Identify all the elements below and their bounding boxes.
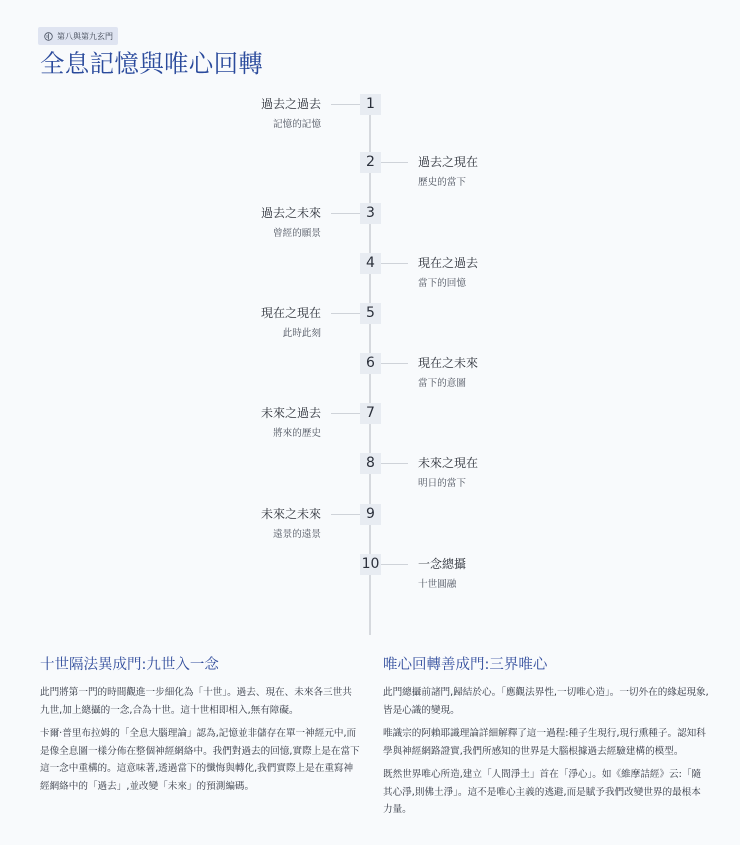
node-subtitle: 曾經的願景 xyxy=(273,228,321,239)
connector-line xyxy=(331,313,360,314)
timeline-node-10 xyxy=(0,554,740,604)
section-paragraph: 此門總攝前諸門,歸結於心。「應觀法界性,一切唯心造」。一切外在的緣起現象,皆是心識的變現。 xyxy=(383,687,709,716)
section-paragraph: 既然世界唯心所造,建立「人間淨土」首在「淨心」。如《維摩詰經》云:「隨其心淨,則佛土淨」。這不是唯心主義的逃避,而是賦予我們改變世界的最根本力量。 xyxy=(383,769,702,815)
section-ten-times xyxy=(40,655,360,801)
node-subtitle: 此時此刻 xyxy=(282,328,321,339)
node-title: 一念總攝 xyxy=(418,557,467,571)
section-paragraph: 卡爾·普里布拉姆的「全息大腦理論」認為,記憶並非儲存在單一神經元中,而是像全息圖一樣分佈在整個神經網絡中。我們對過去的回憶,實際上是在當下這一念中重構的。這意味著,透過當下的懺悔與轉化,我們實際上是在重寫神經網絡中的「過去」,並改變「未來」的預測編碼。 xyxy=(40,728,360,792)
node-number: 1 xyxy=(360,94,381,115)
node-title: 過去之未來 xyxy=(260,206,321,220)
node-subtitle: 記憶的記憶 xyxy=(273,119,321,130)
connector-line xyxy=(381,363,408,364)
timeline-node-6 xyxy=(0,353,740,403)
section-heading: 唯心回轉善成門:三界唯心 xyxy=(383,657,548,673)
section-heading: 十世隔法異成門:九世入一念 xyxy=(40,657,219,673)
node-number: 5 xyxy=(360,303,381,324)
connector-line xyxy=(331,413,360,414)
timeline-node-7 xyxy=(0,403,740,453)
badge-label: 第八與第九玄門 xyxy=(57,31,113,41)
node-subtitle: 當下的回憶 xyxy=(418,278,466,289)
node-subtitle: 遠景的遠景 xyxy=(273,529,321,540)
page-title: 全息記憶與唯心回轉 xyxy=(40,49,264,78)
node-title: 現在之現在 xyxy=(260,306,321,320)
node-number: 6 xyxy=(360,353,381,374)
node-subtitle: 當下的意圖 xyxy=(418,378,466,389)
timeline-node-9 xyxy=(0,504,740,554)
node-number: 4 xyxy=(360,253,381,274)
timeline-node-3 xyxy=(0,203,740,253)
node-subtitle: 明日的當下 xyxy=(418,478,466,489)
node-subtitle: 十世圓融 xyxy=(418,579,457,590)
connector-line xyxy=(381,564,408,565)
connector-line xyxy=(331,213,360,214)
connector-line xyxy=(381,162,408,163)
node-number: 9 xyxy=(360,504,381,525)
section-paragraph: 唯識宗的阿賴耶識理論詳細解釋了這一過程:種子生現行,現行熏種子。認知科學與神經網路證實,我們所感知的世界是大腦根據過去經驗建構的模型。 xyxy=(383,728,706,757)
timeline-node-5 xyxy=(0,303,740,353)
timeline-node-4 xyxy=(0,253,740,303)
node-subtitle: 歷史的當下 xyxy=(418,177,466,188)
section-paragraph: 此門將第一門的時間觀進一步細化為「十世」。過去、現在、未來各三世共九世,加上總攝的一念,合為十世。這十世相即相入,無有障礙。 xyxy=(40,687,352,716)
node-title: 現在之過去 xyxy=(418,256,479,270)
timeline-node-1 xyxy=(0,94,740,144)
connector-line xyxy=(331,514,360,515)
node-number: 8 xyxy=(360,453,381,474)
connector-line xyxy=(331,104,360,105)
node-title: 過去之現在 xyxy=(418,155,479,169)
node-title: 過去之過去 xyxy=(260,97,321,111)
dharma-wheel-icon xyxy=(44,32,53,41)
node-subtitle: 將來的歷史 xyxy=(273,428,321,439)
node-title: 未來之現在 xyxy=(418,456,479,470)
node-number: 3 xyxy=(360,203,381,224)
node-title: 未來之未來 xyxy=(260,507,321,521)
node-title: 未來之過去 xyxy=(260,406,321,420)
section-badge xyxy=(38,27,118,45)
node-number: 2 xyxy=(360,152,381,173)
connector-line xyxy=(381,463,408,464)
node-number: 10 xyxy=(360,554,381,575)
timeline-node-8 xyxy=(0,453,740,503)
section-mind-only xyxy=(383,655,709,825)
node-title: 現在之未來 xyxy=(418,356,479,370)
timeline-node-2 xyxy=(0,152,740,202)
connector-line xyxy=(381,263,408,264)
node-number: 7 xyxy=(360,403,381,424)
